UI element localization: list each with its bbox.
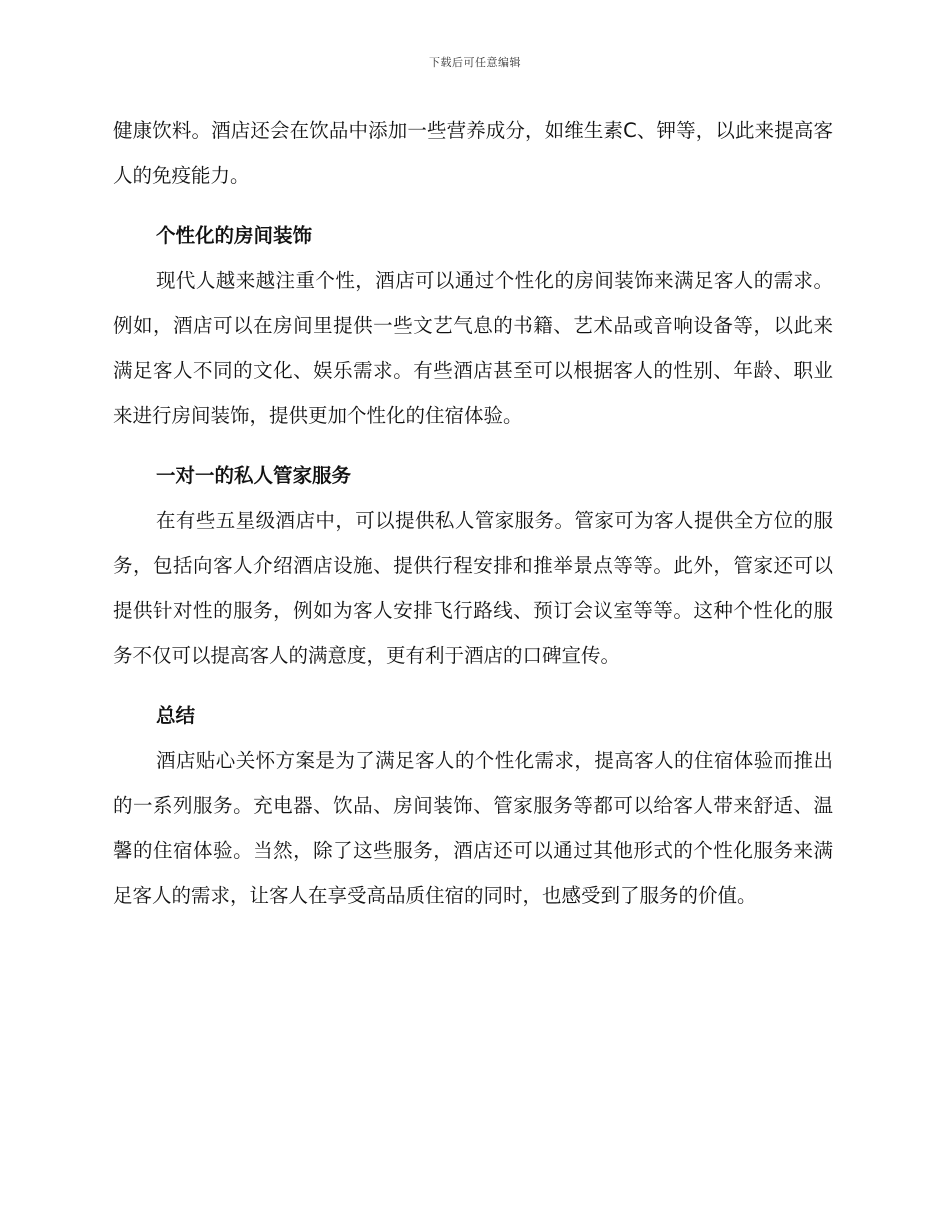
paragraph-summary: 酒店贴心关怀方案是为了满足客人的个性化需求，提高客人的住宿体验而推出的一系列服务。充电器、饮品、房间装饰、管家服务等都可以给客人带来舒适、温馨的住宿体验。当然，除了这些服务，酒店还可以通过其他形式的个性化服务来满足客人的需求，让客人在享受高品质住宿的同时，也感受到了服务的价值。 [113,749,833,907]
paragraph-butler-service: 在有些五星级酒店中，可以提供私人管家服务。管家可为客人提供全方位的服务，包括向客人介绍酒店设施、提供行程安排和推举景点等等。此外，管家还可以提供针对性的服务，例如为客人安排飞行路线、预订会议室等等。这种个性化的服务不仅可以提高客人的满意度，更有利于酒店的口碑宣传。 [113,509,833,667]
heading-room-decor: 个性化的房间装饰 [156,224,313,247]
page-header: 下载后可任意编辑 [429,56,521,69]
document-body [113,108,833,918]
paragraph-room-decor: 现代人越来越注重个性，酒店可以通过个性化的房间装饰来满足客人的需求。例如，酒店可以在房间里提供一些文艺气息的书籍、艺术品或音响设备等，以此来满足客人不同的文化、娱乐需求。有些酒店甚至可以根据客人的性别、年龄、职业来进行房间装饰，提供更加个性化的住宿体验。 [113,269,833,427]
heading-butler-service: 一对一的私人管家服务 [156,464,352,487]
heading-summary: 总结 [156,704,196,727]
paragraph-health-drinks: 健康饮料。酒店还会在饮品中添加一些营养成分，如维生素C、钾等，以此来提高客人的免疫能力。 [113,119,833,187]
